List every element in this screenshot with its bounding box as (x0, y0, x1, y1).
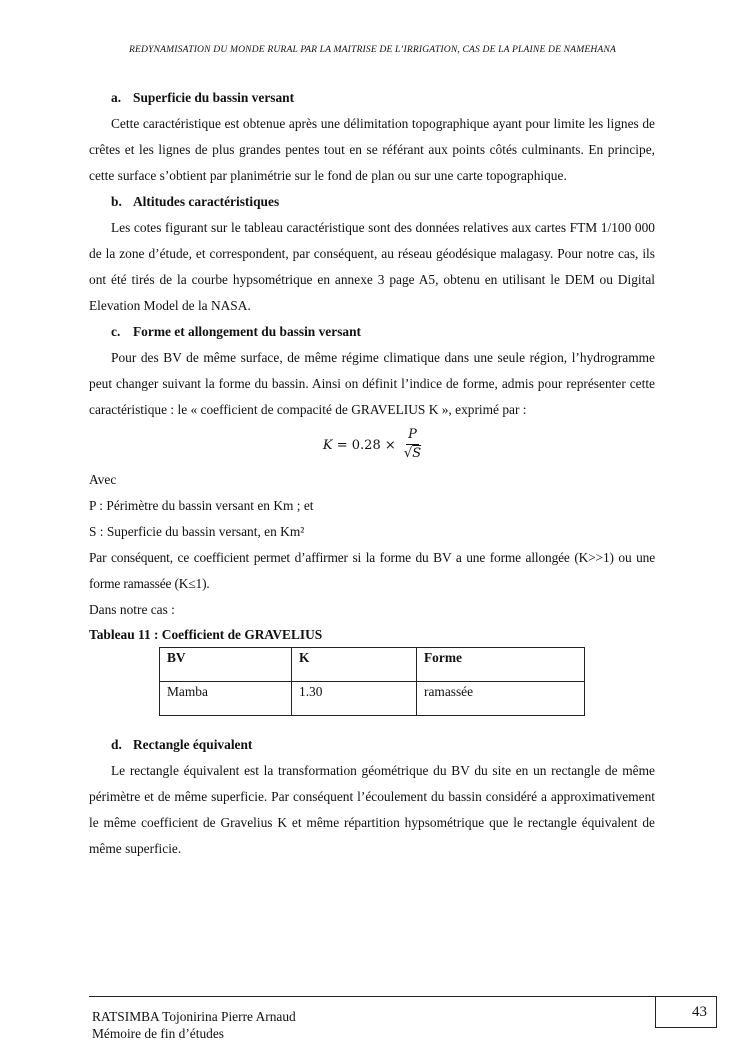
section-letter: d. (111, 737, 122, 752)
gravelius-formula (89, 423, 655, 467)
footer-divider (89, 996, 655, 997)
section-d-paragraph: Le rectangle équivalent est la transformation géométrique du BV du site en un rectangle de même périmètre et de même superficie. Par conséquent l’écoulement du bassin considéré a approximativement le même coefficient de Gravelius K et même répartition hypsométrique que le rectangle équivalent de même superficie. (89, 763, 655, 856)
section-heading-d (89, 732, 655, 758)
section-letter: b. (111, 194, 122, 209)
footer-author: RATSIMBA Tojonirina Pierre Arnaud (92, 1009, 296, 1024)
formula-lhs: K (322, 437, 333, 453)
table-header-cell: BV (160, 648, 292, 682)
section-a-paragraph: Cette caractéristique est obtenue après une délimitation topographique ayant pour limite les lignes de crêtes et les lignes de plus grandes pentes tout en se référant aux points côtés culminants. En principe, cette surface s’obtient par planimétrie sur le fond de plan ou sur une carte topographique. (89, 116, 655, 183)
section-title: Forme et allongement du bassin versant (133, 324, 362, 339)
footer-author-block (92, 1008, 296, 1042)
section-title: Rectangle équivalent (133, 737, 253, 752)
table-header-cell: Forme (417, 648, 585, 682)
table-header-cell: K (292, 648, 417, 682)
formula-fraction (404, 427, 421, 463)
formula-operator: = 0.28 × (332, 437, 400, 453)
avec-label: Avec (89, 472, 117, 487)
table-cell: 1.30 (292, 682, 417, 716)
p-definition: P : Périmètre du bassin versant en Km ; et (89, 498, 314, 513)
section-heading-c (89, 319, 655, 345)
section-c-paragraph: Pour des BV de même surface, de même régime climatique dans une seule région, l’hydrogramme peut changer suivant la forme du bassin. Ainsi on définit l’indice de forme, admis pour représenter cette caractéristique : le « coefficient de compacité de GRAVELIUS K », exprimé par : (89, 350, 655, 417)
table-cell: ramassée (417, 682, 585, 716)
notre-cas-label: Dans notre cas : (89, 602, 175, 617)
section-heading-b (89, 189, 655, 215)
footer-subtitle: Mémoire de fin d’études (92, 1026, 225, 1041)
section-title: Superficie du bassin versant (133, 90, 295, 105)
formula-radicand: S (412, 446, 422, 461)
running-header: REDYNAMISATION DU MONDE RURAL PAR LA MAITRISE DE L’IRRIGATION, CAS DE LA PLAINE DE NAMEHANA (129, 44, 616, 55)
consequence-paragraph: Par conséquent, ce coefficient permet d’affirmer si la forme du BV a une forme allongée (K>>1) ou une forme ramassée (K≤1). (89, 550, 655, 591)
table-header-row (160, 648, 585, 682)
s-definition: S : Superficie du bassin versant, en Km² (89, 524, 305, 539)
section-title: Altitudes caractéristiques (133, 194, 280, 209)
gravelius-table (159, 647, 585, 716)
page-body (89, 85, 655, 862)
spacer (89, 716, 655, 732)
page-number: 43 (655, 996, 717, 1028)
section-letter: a. (111, 90, 122, 105)
table-cell: Mamba (160, 682, 292, 716)
table-row (160, 682, 585, 716)
formula-denominator (404, 445, 421, 463)
table-caption: Tableau 11 : Coefficient de GRAVELIUS (89, 627, 323, 642)
sqrt-symbol: √ (403, 446, 413, 461)
formula-numerator: P (406, 427, 419, 445)
section-b-paragraph: Les cotes figurant sur le tableau caractéristique sont des données relatives aux cartes FTM 1/100 000 de la zone d’étude, et correspondent, par conséquent, au réseau géodésique malagasy. Pour notre cas, ils ont été tirés de la courbe hypsométrique en annexe 3 page A5, obtenu en utilisant le DEM ou Digital Elevation Model de la NASA. (89, 220, 655, 313)
section-letter: c. (111, 324, 121, 339)
section-heading-a (89, 85, 655, 111)
